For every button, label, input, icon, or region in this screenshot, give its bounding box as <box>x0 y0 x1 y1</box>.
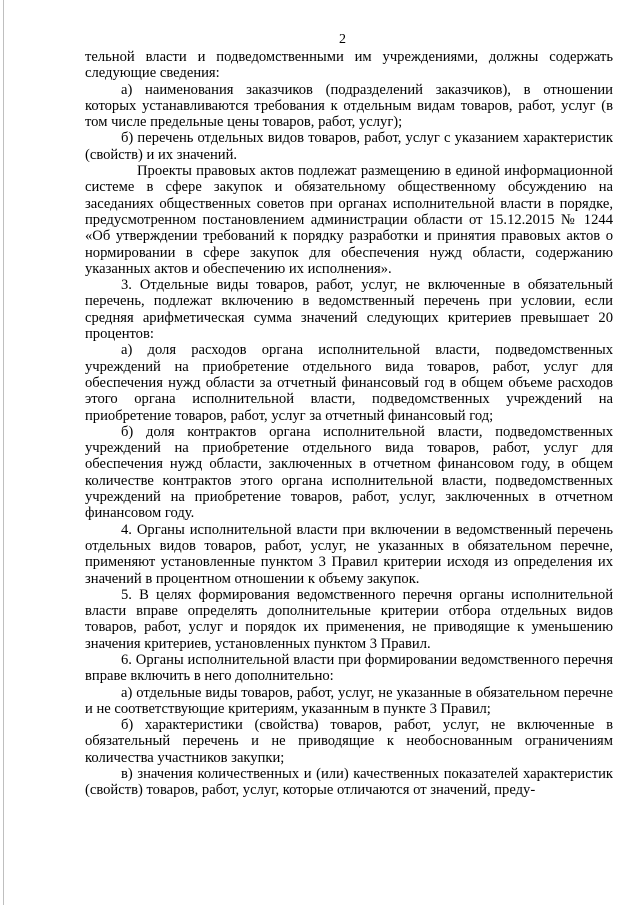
paragraph: 6. Органы исполнительной власти при формировании ведомственного перечня вправе включить в него дополнительно: <box>85 651 613 685</box>
page-edge-line <box>3 0 4 905</box>
paragraph: б) характеристики (свойства) товаров, работ, услуг, не включенные в обязательный перечень и не приводящие к необоснованным ограничениям количества участников закупки; <box>85 717 613 766</box>
paragraph: в) значения количественных и (или) качественных показателей характеристик (свойств) товаров, работ, услуг, которые отличаются от значений, преду- <box>85 766 613 799</box>
paragraph: б) доля контрактов органа исполнительной власти, подведомственных учреждений на приобретение отдельного вида товаров, работ, услуг для обеспечения нужд области, заключенных в отчетном финансовом году, в общем количестве контрактов этого органа исполнительной власти, подведомственных учреждений на приобретение товаров, работ, услуг, заключенных в отчетном финансовом году. <box>85 423 613 522</box>
paragraph: а) доля расходов органа исполнительной власти, подведомственных учреждений на приобретение отдельного вида товаров, работ, услуг для обеспечения нужд области за отчетный финансовый год в общем объеме расходов этого органа исполнительной власти, подведомственных учреждений на приобретение товаров, работ, услуг за отчетный финансовый год; <box>85 342 613 424</box>
paragraph: а) наименования заказчиков (подразделений заказчиков), в отношении которых устанавливаются требования к отдельным видам товаров, работ, услуг (в том числе предельные цены товаров, работ, услуг); <box>85 81 613 131</box>
paragraph: тельной власти и подведомственными им учреждениями, должны содержать следующие сведения: <box>85 49 613 82</box>
paragraph: б) перечень отдельных видов товаров, работ, услуг с указанием характеристик (свойств) и их значений. <box>85 130 613 163</box>
paragraph: Проекты правовых актов подлежат размещению в единой информационной системе в сфере закупок и обязательному общественному обсуждению на заседаниях общественных советов при органах исполнительной власти в порядке, предусмотренном постановлением администрации области от 15.12.2015 № 1244 «Об утверждении требований к порядку разработки и принятия правовых актов о нормировании в сфере закупок для обеспечения нужд области, содержанию указанных актов и обеспечению их исполнения». <box>85 163 613 277</box>
paragraph: 3. Отдельные виды товаров, работ, услуг, не включенные в обязательный перечень, подлежат включению в ведомственный перечень при условии, если средняя арифметическая сумма значений следующих критериев превышает 20 процентов: <box>85 277 613 343</box>
paragraph: а) отдельные виды товаров, работ, услуг, не указанные в обязательном перечне и не соответствующие критериям, указанным в пункте 3 Правил; <box>85 684 613 717</box>
document-body <box>85 49 613 799</box>
paragraph: 4. Органы исполнительной власти при включении в ведомственный перечень отдельных видов товаров, работ, услуг, не указанных в обязательном перечне, применяют установленные пунктом 3 Правил критерии исходя из определения их значений в процентном отношении к объему закупок. <box>85 521 613 587</box>
page-number: 2 <box>339 32 346 47</box>
paragraph: 5. В целях формирования ведомственного перечня органы исполнительной власти вправе определять дополнительные критерии отбора отдельных видов товаров, работ, услуг и порядок их применения, не приводящие к уменьшению значения критериев, установленных пунктом 3 Правил. <box>85 586 613 652</box>
